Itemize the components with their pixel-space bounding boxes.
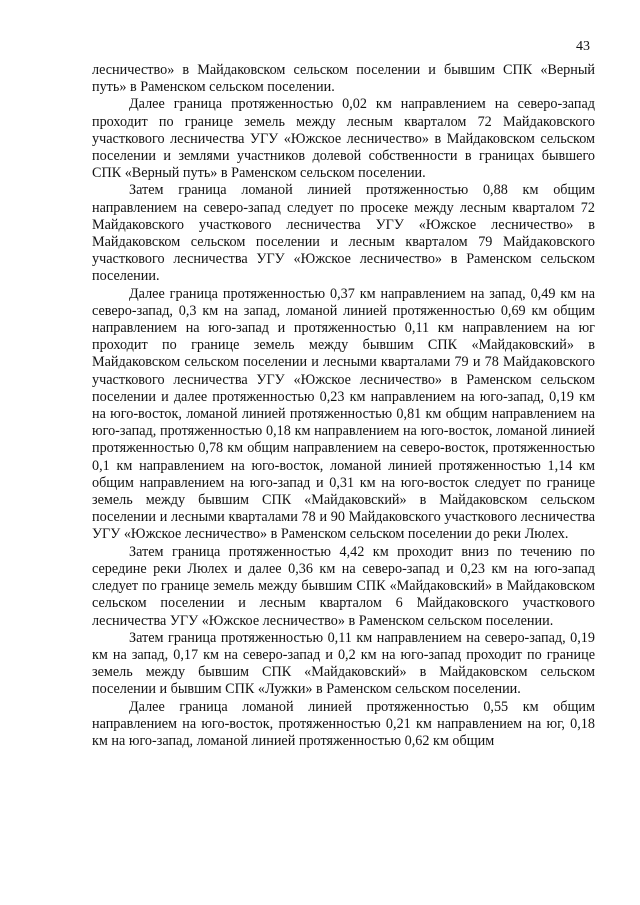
paragraph-continuation: лесничество» в Майдаковском сельском поселении и бывшим СПК «Верный путь» в Раменском сельском поселении.: [92, 62, 595, 96]
document-body: [92, 62, 595, 750]
paragraph: Далее граница ломаной линией протяженностью 0,55 км общим направлением на юго-восток, протяженностью 0,21 км направлением на юг, 0,18 км на юго-запад, ломаной линией протяженностью 0,62 км общим: [92, 698, 595, 749]
paragraph: Затем граница ломаной линией протяженностью 0,88 км общим направлением на северо-запад следует по просеке между лесным кварталом 72 Майдаковского участкового лесничества УГУ «Южское лесничество» в Майдаковском сельском поселении и лесным кварталом 79 Майдаковского участкового лесничества УГУ «Южское лесничество» в Раменском сельском поселении.: [92, 182, 595, 285]
page-number: 43: [576, 39, 590, 54]
paragraph: Затем граница протяженностью 0,11 км направлением на северо-запад, 0,19 км на запад, 0,17 км на северо-запад и 0,2 км на юго-запад проходит по границе земель между бывшим СПК «Майдаковский» в Майдаковском сельском поселении и бывшим СПК «Лужки» в Раменском сельском поселении.: [92, 629, 595, 698]
paragraph: Далее граница протяженностью 0,37 км направлением на запад, 0,49 км на северо-запад, 0,3 км на запад, ломаной линией протяженностью 0,69 км общим направлением на юго-запад и протяженностью 0,11 км направлением на юг проходит по границе земель между бывшим СПК «Майдаковский» в Майдаковском сельском поселении и лесными кварталами 79 и 78 Майдаковского участкового лесничества УГУ «Южское лесничество» в Раменском сельском поселении и далее протяженностью 0,23 км направлением на юго-запад, 0,19 км на юго-восток, ломаной линией протяженностью 0,81 км общим направлением на юго-запад, протяженностью 0,18 км направлением на юго-восток, ломаной линией протяженностью 0,78 км общим направлением на северо-восток, протяженностью 0,1 км направлением на юго-восток, ломаной линией протяженностью 1,14 км общим направлением на юго-запад и 0,31 км на юго-восток следует по границе земель между бывшим СПК «Майдаковский» в Майдаковском сельском поселении и лесными кварталами 78 и 90 Майдаковского участкового лесничества УГУ «Южское лесничество» в Раменском сельском поселении до реки Люлех.: [92, 285, 595, 543]
paragraph: Затем граница протяженностью 4,42 км проходит вниз по течению по середине реки Люлех и далее 0,36 км на северо-запад и 0,23 км на юго-запад следует по границе земель между бывшим СПК «Майдаковский» в Майдаковском сельском поселении и лесным кварталом 6 Майдаковского участкового лесничества УГУ «Южское лесничество» в Раменском сельском поселении.: [92, 543, 595, 629]
paragraph: Далее граница протяженностью 0,02 км направлением на северо-запад проходит по границе земель между лесным кварталом 72 Майдаковского участкового лесничества УГУ «Южское лесничество» в Майдаковском сельском поселении и землями участников долевой собственности в границах бывшего СПК «Верный путь» в Раменском сельском поселении.: [92, 96, 595, 182]
